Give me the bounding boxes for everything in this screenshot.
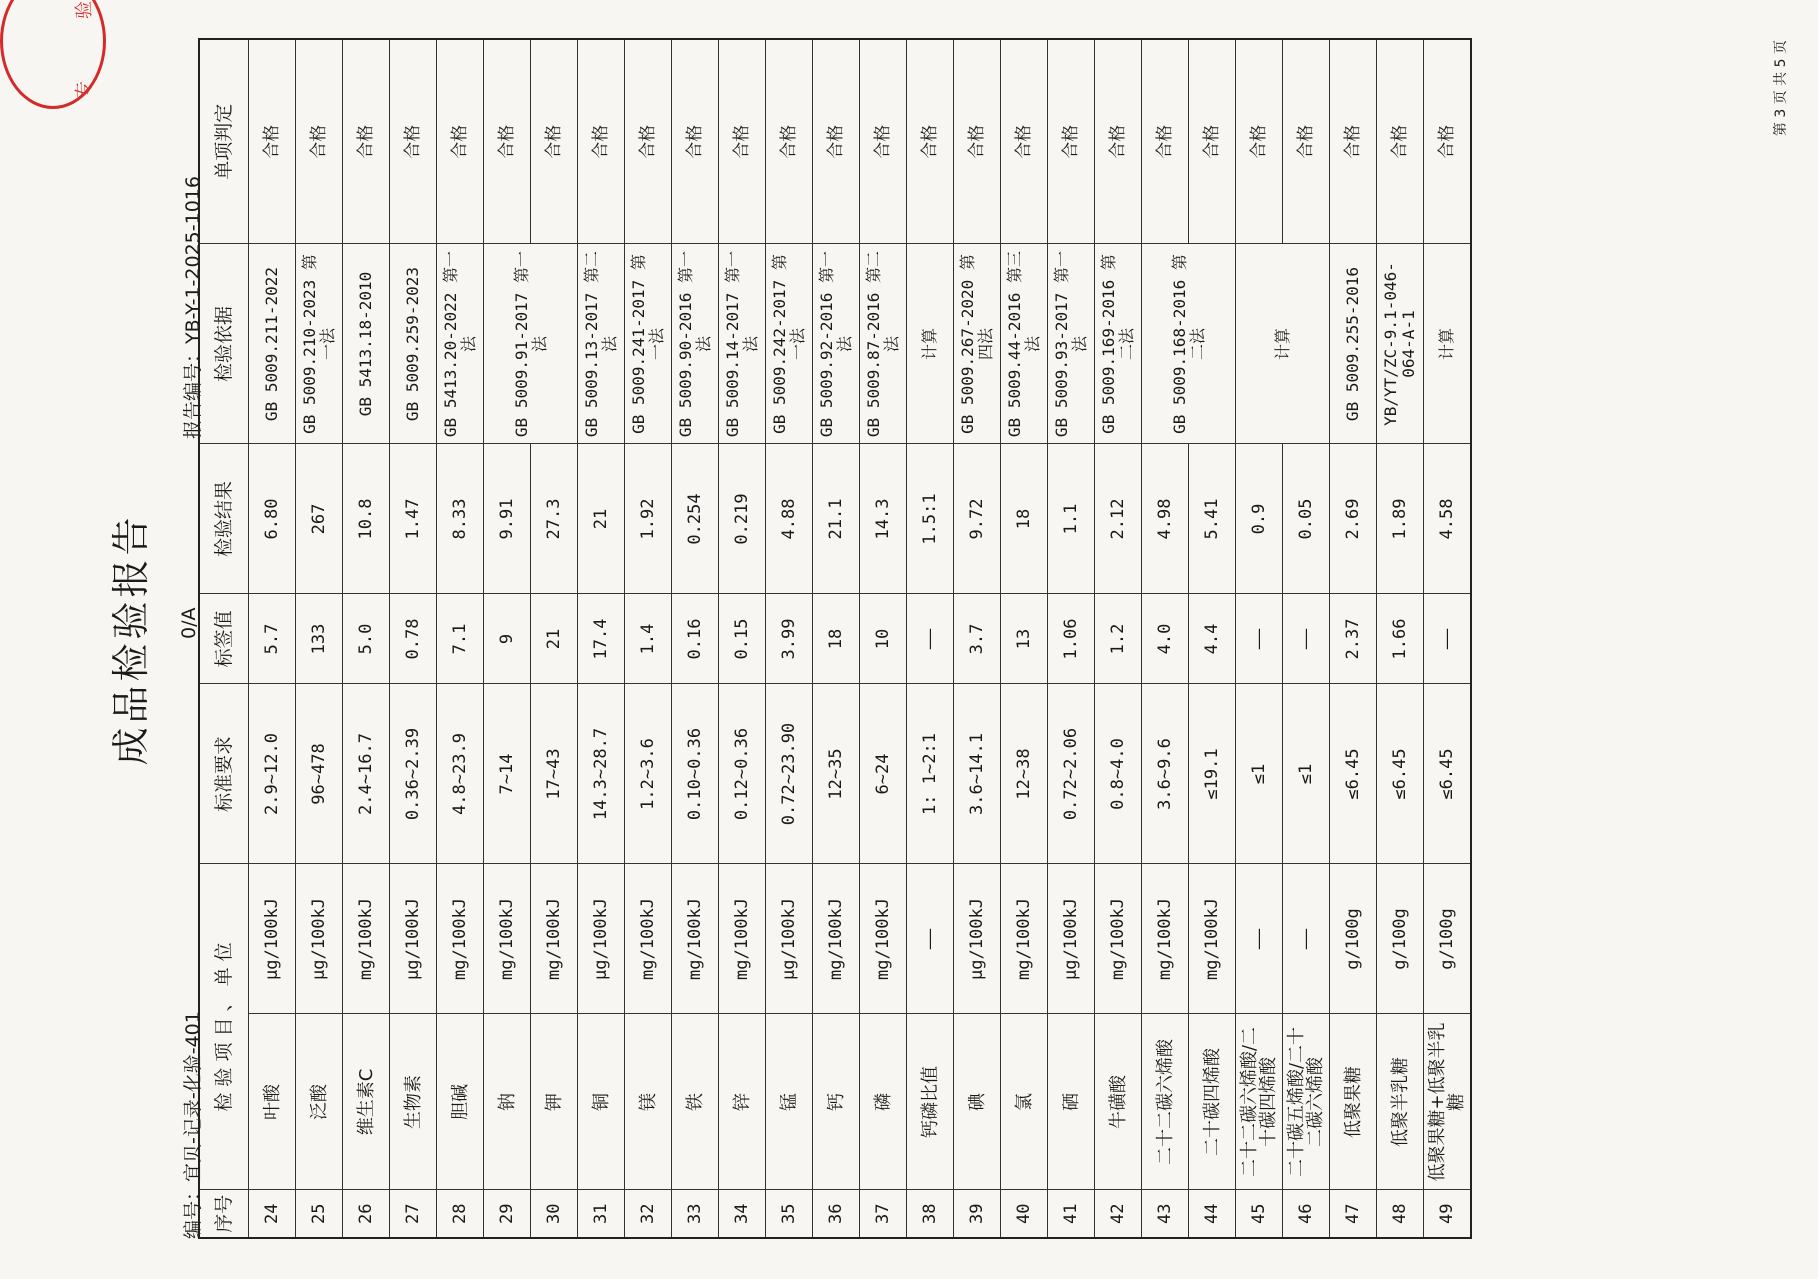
item-unit: μg/100kJ <box>766 864 813 1014</box>
row-number: 48 <box>1377 1190 1424 1238</box>
judgement: 合格 <box>296 39 343 244</box>
item-name: 二十碳五烯酸/二十二碳六烯酸 <box>1283 1014 1330 1190</box>
item-unit: mg/100kJ <box>1142 864 1189 1014</box>
judgement: 合格 <box>484 39 531 244</box>
item-unit: mg/100kJ <box>1001 864 1048 1014</box>
test-basis: GB 5009.168-2016 第二法 <box>1142 244 1236 444</box>
item-unit: mg/100kJ <box>343 864 390 1014</box>
col-header-basis: 检验依据 <box>199 244 249 444</box>
judgement: 合格 <box>390 39 437 244</box>
label-value: 3.99 <box>766 594 813 684</box>
item-unit: μg/100kJ <box>249 864 296 1014</box>
test-result: 21 <box>578 444 625 594</box>
standard-requirement: ≤1 <box>1236 684 1283 864</box>
label-value: 9 <box>484 594 531 684</box>
standard-requirement: 0.8~4.0 <box>1095 684 1142 864</box>
judgement: 合格 <box>437 39 484 244</box>
judgement: 合格 <box>1283 39 1330 244</box>
item-unit: —— <box>1236 864 1283 1014</box>
test-result: 0.254 <box>672 444 719 594</box>
row-number: 24 <box>249 1190 296 1238</box>
test-basis: GB 5009.87-2016 第二法 <box>860 244 907 444</box>
label-value: 1.06 <box>1048 594 1095 684</box>
table-row <box>1095 39 1142 1238</box>
judgement: 合格 <box>1377 39 1424 244</box>
standard-requirement: 7~14 <box>484 684 531 864</box>
item-unit: g/100g <box>1377 864 1424 1014</box>
test-result: 1.89 <box>1377 444 1424 594</box>
judgement: 合格 <box>766 39 813 244</box>
test-basis: GB 5009.169-2016 第二法 <box>1095 244 1142 444</box>
test-basis: GB 5009.13-2017 第二法 <box>578 244 625 444</box>
item-unit: mg/100kJ <box>1189 864 1236 1014</box>
label-value: 133 <box>296 594 343 684</box>
label-value: 13 <box>1001 594 1048 684</box>
row-number: 41 <box>1048 1190 1095 1238</box>
table-row <box>296 39 343 1238</box>
test-basis: GB 5009.91-2017 第一法 <box>484 244 578 444</box>
table-row <box>766 39 813 1238</box>
test-result: 0.9 <box>1236 444 1283 594</box>
table-row <box>390 39 437 1238</box>
standard-requirement: ≤19.1 <box>1189 684 1236 864</box>
row-number: 27 <box>390 1190 437 1238</box>
test-result: 1.92 <box>625 444 672 594</box>
table-row <box>907 39 954 1238</box>
item-name: 铜 <box>578 1014 625 1190</box>
test-result: 1.47 <box>390 444 437 594</box>
test-result: 14.3 <box>860 444 907 594</box>
test-result: 1.5:1 <box>907 444 954 594</box>
judgement: 合格 <box>954 39 1001 244</box>
table-row <box>860 39 907 1238</box>
row-number: 45 <box>1236 1190 1283 1238</box>
label-value: 5.7 <box>249 594 296 684</box>
item-name: 低聚果糖+低聚半乳糖 <box>1424 1014 1472 1190</box>
judgement: 合格 <box>343 39 390 244</box>
item-name: 维生素C <box>343 1014 390 1190</box>
row-number: 26 <box>343 1190 390 1238</box>
table-row <box>484 39 531 1238</box>
standard-requirement: 2.4~16.7 <box>343 684 390 864</box>
standard-requirement: 4.8~23.9 <box>437 684 484 864</box>
standard-requirement: 2.9~12.0 <box>249 684 296 864</box>
form-number: 编号：宜贝-记录-化验-401 <box>182 1011 204 1239</box>
item-name: 低聚果糖 <box>1330 1014 1377 1190</box>
label-value: 2.37 <box>1330 594 1377 684</box>
item-unit: mg/100kJ <box>484 864 531 1014</box>
row-number: 49 <box>1424 1190 1472 1238</box>
table-row <box>1189 39 1236 1238</box>
test-result: 0.05 <box>1283 444 1330 594</box>
table-row <box>1377 39 1424 1238</box>
test-result: 2.69 <box>1330 444 1377 594</box>
row-number: 46 <box>1283 1190 1330 1238</box>
table-row <box>954 39 1001 1238</box>
item-unit: g/100g <box>1424 864 1472 1014</box>
label-value: —— <box>1283 594 1330 684</box>
item-unit: mg/100kJ <box>813 864 860 1014</box>
standard-requirement: 6~24 <box>860 684 907 864</box>
test-result: 6.80 <box>249 444 296 594</box>
table-header-row <box>199 39 249 1238</box>
standard-requirement: ≤6.45 <box>1424 684 1472 864</box>
judgement: 合格 <box>531 39 578 244</box>
test-basis: 计算 <box>907 244 954 444</box>
standard-requirement: 1.2~3.6 <box>625 684 672 864</box>
table-row <box>531 39 578 1238</box>
test-basis: GB 5009.241-2017 第一法 <box>625 244 672 444</box>
test-result: 18 <box>1001 444 1048 594</box>
judgement: 合格 <box>1095 39 1142 244</box>
row-number: 47 <box>1330 1190 1377 1238</box>
item-name: 牛磺酸 <box>1095 1014 1142 1190</box>
row-number: 39 <box>954 1190 1001 1238</box>
judgement: 合格 <box>625 39 672 244</box>
table-row <box>813 39 860 1238</box>
test-basis: GB 5413.20-2022 第一法 <box>437 244 484 444</box>
standard-requirement: ≤6.45 <box>1330 684 1377 864</box>
table-row <box>1236 39 1283 1238</box>
test-basis: GB 5009.14-2017 第一法 <box>719 244 766 444</box>
row-number: 33 <box>672 1190 719 1238</box>
row-number: 32 <box>625 1190 672 1238</box>
standard-requirement: 3.6~9.6 <box>1142 684 1189 864</box>
table-row <box>578 39 625 1238</box>
item-unit: μg/100kJ <box>1048 864 1095 1014</box>
standard-requirement: 12~35 <box>813 684 860 864</box>
test-basis: GB 5009.259-2023 <box>390 244 437 444</box>
table-row <box>1048 39 1095 1238</box>
label-value: —— <box>907 594 954 684</box>
row-number: 38 <box>907 1190 954 1238</box>
test-basis: GB 5413.18-2010 <box>343 244 390 444</box>
judgement: 合格 <box>719 39 766 244</box>
item-name: 锰 <box>766 1014 813 1190</box>
standard-requirement: 1: 1~2:1 <box>907 684 954 864</box>
test-basis: GB 5009.93-2017 第一法 <box>1048 244 1095 444</box>
document-title: 成品检验报告 <box>109 513 153 766</box>
standard-requirement: 0.12~0.36 <box>719 684 766 864</box>
standard-requirement: 14.3~28.7 <box>578 684 625 864</box>
label-value: 10 <box>860 594 907 684</box>
test-basis: GB 5009.242-2017 第一法 <box>766 244 813 444</box>
label-value: —— <box>1424 594 1472 684</box>
item-name: 钙 <box>813 1014 860 1190</box>
test-basis: 计算 <box>1424 244 1472 444</box>
col-header-requirement: 标准要求 <box>199 684 249 864</box>
label-value: 18 <box>813 594 860 684</box>
stamp-text: 验 <box>74 1 95 19</box>
item-unit: mg/100kJ <box>1095 864 1142 1014</box>
test-result: 0.219 <box>719 444 766 594</box>
standard-requirement: 0.72~2.06 <box>1048 684 1095 864</box>
label-value: 21 <box>531 594 578 684</box>
label-value: 0.78 <box>390 594 437 684</box>
standard-requirement: 12~38 <box>1001 684 1048 864</box>
col-header-no: 序号 <box>199 1190 249 1238</box>
table-row <box>1330 39 1377 1238</box>
table-row <box>1142 39 1189 1238</box>
item-name: 镁 <box>625 1014 672 1190</box>
row-number: 25 <box>296 1190 343 1238</box>
test-result: 4.88 <box>766 444 813 594</box>
row-number: 42 <box>1095 1190 1142 1238</box>
test-result: 1.1 <box>1048 444 1095 594</box>
item-name: 硒 <box>1048 1014 1095 1190</box>
test-result: 8.33 <box>437 444 484 594</box>
page-indicator: 第 3 页 共 5 页 <box>1773 40 1789 137</box>
item-unit: mg/100kJ <box>860 864 907 1014</box>
row-number: 37 <box>860 1190 907 1238</box>
label-value: 4.0 <box>1142 594 1189 684</box>
item-unit: —— <box>1283 864 1330 1014</box>
item-name: 钾 <box>531 1014 578 1190</box>
row-number: 28 <box>437 1190 484 1238</box>
stamp-text: 专 <box>74 81 95 99</box>
label-value: 4.4 <box>1189 594 1236 684</box>
table-row <box>1283 39 1330 1238</box>
table-row <box>343 39 390 1238</box>
table-row <box>437 39 484 1238</box>
standard-requirement: 0.72~23.90 <box>766 684 813 864</box>
item-name: 碘 <box>954 1014 1001 1190</box>
item-name: 二十二碳六烯酸 <box>1142 1014 1189 1190</box>
label-value: 7.1 <box>437 594 484 684</box>
item-name: 二十二碳六烯酸/二十碳四烯酸 <box>1236 1014 1283 1190</box>
item-name: 钙磷比值 <box>907 1014 954 1190</box>
judgement: 合格 <box>1142 39 1189 244</box>
item-name: 氯 <box>1001 1014 1048 1190</box>
label-value: 0.16 <box>672 594 719 684</box>
table-row <box>1424 39 1472 1238</box>
test-basis: GB 5009.267-2020 第四法 <box>954 244 1001 444</box>
label-value: 1.2 <box>1095 594 1142 684</box>
item-unit: mg/100kJ <box>719 864 766 1014</box>
row-number: 35 <box>766 1190 813 1238</box>
judgement: 合格 <box>249 39 296 244</box>
label-value: 0.15 <box>719 594 766 684</box>
label-value: 1.66 <box>1377 594 1424 684</box>
item-unit: μg/100kJ <box>578 864 625 1014</box>
standard-requirement: 96~478 <box>296 684 343 864</box>
item-unit: g/100g <box>1330 864 1377 1014</box>
test-result: 9.91 <box>484 444 531 594</box>
label-value: 5.0 <box>343 594 390 684</box>
row-number: 34 <box>719 1190 766 1238</box>
item-unit: —— <box>907 864 954 1014</box>
col-header-label-value: 标签值 <box>199 594 249 684</box>
judgement: 合格 <box>1048 39 1095 244</box>
item-name: 泛酸 <box>296 1014 343 1190</box>
test-basis: GB 5009.211-2022 <box>249 244 296 444</box>
test-result: 21.1 <box>813 444 860 594</box>
report-number: 报告编号：YB-Y-1-2025-1016 <box>182 176 204 439</box>
judgement: 合格 <box>1236 39 1283 244</box>
judgement: 合格 <box>1001 39 1048 244</box>
standard-requirement: 3.6~14.1 <box>954 684 1001 864</box>
item-unit: mg/100kJ <box>625 864 672 1014</box>
row-number: 36 <box>813 1190 860 1238</box>
inspection-table <box>198 38 1472 1239</box>
version: 0/A <box>178 607 200 639</box>
test-result: 267 <box>296 444 343 594</box>
row-number: 29 <box>484 1190 531 1238</box>
test-basis: YB/YT/ZC-9.1-046-064-A-1 <box>1377 244 1424 444</box>
test-basis: GB 5009.92-2016 第一法 <box>813 244 860 444</box>
judgement: 合格 <box>907 39 954 244</box>
test-basis: GB 5009.210-2023 第一法 <box>296 244 343 444</box>
test-basis: 计算 <box>1236 244 1330 444</box>
judgement: 合格 <box>672 39 719 244</box>
item-unit: mg/100kJ <box>672 864 719 1014</box>
row-number: 31 <box>578 1190 625 1238</box>
table-row <box>1001 39 1048 1238</box>
row-number: 30 <box>531 1190 578 1238</box>
item-name: 钠 <box>484 1014 531 1190</box>
item-unit: mg/100kJ <box>437 864 484 1014</box>
item-name: 二十碳四烯酸 <box>1189 1014 1236 1190</box>
label-value: 17.4 <box>578 594 625 684</box>
item-unit: μg/100kJ <box>296 864 343 1014</box>
item-name: 叶酸 <box>249 1014 296 1190</box>
row-number: 40 <box>1001 1190 1048 1238</box>
table-row <box>249 39 296 1238</box>
item-name: 锌 <box>719 1014 766 1190</box>
row-number: 44 <box>1189 1190 1236 1238</box>
table-row <box>672 39 719 1238</box>
item-name: 低聚半乳糖 <box>1377 1014 1424 1190</box>
test-result: 10.8 <box>343 444 390 594</box>
judgement: 合格 <box>860 39 907 244</box>
item-name: 生物素 <box>390 1014 437 1190</box>
label-value: 1.4 <box>625 594 672 684</box>
label-value: 3.7 <box>954 594 1001 684</box>
item-unit: μg/100kJ <box>954 864 1001 1014</box>
item-name: 胆碱 <box>437 1014 484 1190</box>
judgement: 合格 <box>813 39 860 244</box>
test-result: 9.72 <box>954 444 1001 594</box>
table-row <box>719 39 766 1238</box>
item-name: 铁 <box>672 1014 719 1190</box>
standard-requirement: 0.36~2.39 <box>390 684 437 864</box>
label-value: —— <box>1236 594 1283 684</box>
standard-requirement: 17~43 <box>531 684 578 864</box>
standard-requirement: ≤1 <box>1283 684 1330 864</box>
test-result: 2.12 <box>1095 444 1142 594</box>
item-unit: μg/100kJ <box>390 864 437 1014</box>
test-basis: GB 5009.90-2016 第一法 <box>672 244 719 444</box>
judgement: 合格 <box>1189 39 1236 244</box>
item-name: 磷 <box>860 1014 907 1190</box>
col-header-item: 检 验 项 目 、 单 位 <box>199 864 249 1190</box>
judgement: 合格 <box>578 39 625 244</box>
col-header-result: 检验结果 <box>199 444 249 594</box>
table-row <box>625 39 672 1238</box>
item-unit: mg/100kJ <box>531 864 578 1014</box>
row-number: 43 <box>1142 1190 1189 1238</box>
test-result: 27.3 <box>531 444 578 594</box>
standard-requirement: ≤6.45 <box>1377 684 1424 864</box>
test-basis: GB 5009.44-2016 第三法 <box>1001 244 1048 444</box>
test-result: 4.58 <box>1424 444 1472 594</box>
test-result: 5.41 <box>1189 444 1236 594</box>
standard-requirement: 0.10~0.36 <box>672 684 719 864</box>
judgement: 合格 <box>1424 39 1472 244</box>
judgement: 合格 <box>1330 39 1377 244</box>
test-basis: GB 5009.255-2016 <box>1330 244 1377 444</box>
test-result: 4.98 <box>1142 444 1189 594</box>
col-header-judgement: 单项判定 <box>199 39 249 244</box>
